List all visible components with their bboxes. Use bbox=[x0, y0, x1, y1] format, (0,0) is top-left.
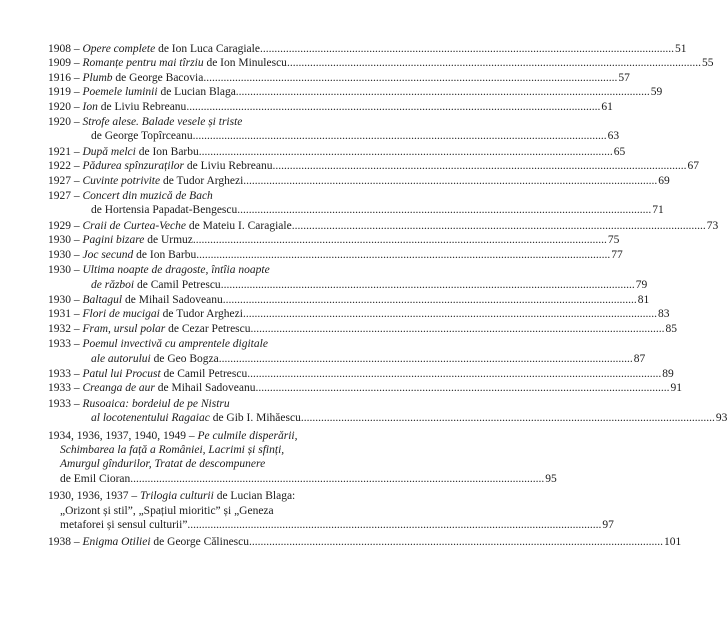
toc-year: 1930 – bbox=[48, 293, 80, 306]
toc-title: Strofe alese. Balade vesele și triste bbox=[82, 116, 243, 129]
leader-dots bbox=[260, 42, 674, 56]
page-number: 85 bbox=[665, 322, 678, 335]
page-number: 55 bbox=[701, 57, 714, 70]
toc-title: După melci bbox=[82, 145, 136, 158]
leader-dots bbox=[193, 129, 607, 143]
page-number: 93 bbox=[715, 412, 727, 425]
leader-dots bbox=[256, 381, 670, 395]
leader-dots bbox=[243, 174, 657, 188]
toc-title: Pagini bizare bbox=[82, 234, 145, 247]
table-of-contents bbox=[48, 42, 727, 550]
leader-dots bbox=[219, 352, 633, 366]
toc-title: Ultima noapte de dragoste, întîia noapte bbox=[82, 264, 270, 277]
toc-author: de Mihail Sadoveanu bbox=[122, 293, 223, 306]
toc-entry bbox=[48, 189, 664, 218]
toc-title: Trilogia culturii bbox=[140, 490, 214, 503]
toc-title: Patul lui Procust bbox=[82, 367, 161, 380]
toc-author: de Tudor Arghezi bbox=[160, 174, 244, 187]
toc-author: de George Topîrceanu bbox=[91, 130, 193, 143]
toc-title: Enigma Otiliei bbox=[82, 536, 151, 549]
toc-entry bbox=[48, 322, 678, 336]
leader-dots bbox=[247, 367, 661, 381]
toc-title: Poemele luminii bbox=[82, 86, 158, 99]
page-number: 67 bbox=[687, 160, 699, 173]
toc-year: 1927 – bbox=[48, 190, 80, 203]
leader-dots bbox=[237, 203, 651, 217]
toc-year: 1929 – bbox=[48, 219, 80, 232]
toc-author: de Tudor Arghezi bbox=[159, 308, 243, 321]
toc-title: Creanga de aur bbox=[82, 382, 155, 395]
toc-entry bbox=[48, 263, 648, 292]
toc-title: Romanțe pentru mai tîrziu bbox=[82, 57, 204, 70]
toc-year: 1921 – bbox=[48, 145, 80, 158]
leader-dots bbox=[203, 71, 617, 85]
toc-entry bbox=[48, 42, 687, 56]
leader-dots bbox=[251, 322, 665, 336]
leader-dots bbox=[287, 56, 701, 70]
toc-title: Poemul invectivă cu amprentele digitale bbox=[82, 338, 268, 351]
leader-dots bbox=[292, 219, 706, 233]
leader-dots bbox=[272, 159, 686, 173]
toc-author: de Camil Petrescu bbox=[160, 367, 248, 380]
toc-author: de Ion Barbu bbox=[133, 248, 197, 261]
toc-year: 1931 – bbox=[48, 308, 80, 321]
toc-author: „Orizont și stil”, „Spațiul mioritic” și „Geneza bbox=[60, 504, 274, 517]
toc-entry bbox=[48, 489, 614, 532]
leader-dots bbox=[236, 85, 650, 99]
toc-author: de Ion Minulescu bbox=[203, 57, 287, 70]
toc-year: 1933 – bbox=[48, 382, 80, 395]
leader-dots bbox=[187, 518, 601, 532]
page-number: 79 bbox=[635, 278, 648, 291]
toc-entry bbox=[48, 337, 646, 366]
toc-entry bbox=[48, 85, 663, 99]
toc-author: de Cezar Petrescu bbox=[165, 322, 251, 335]
toc-year: 1919 – bbox=[48, 86, 80, 99]
page-number: 51 bbox=[674, 43, 687, 55]
page-number: 73 bbox=[706, 219, 719, 232]
toc-year: 1934, 1936, 1937, 1940, 1949 – bbox=[48, 429, 195, 442]
toc-title: de război bbox=[91, 278, 135, 291]
toc-title: Joc secund bbox=[82, 248, 134, 261]
toc-year: 1933 – bbox=[48, 367, 80, 380]
toc-author: de Hortensia Papadat-Bengescu bbox=[91, 204, 238, 217]
toc-title: Plumb bbox=[82, 71, 113, 84]
page-number: 65 bbox=[613, 145, 626, 158]
page-number: 61 bbox=[601, 100, 613, 113]
toc-title: Concert din muzică de Bach bbox=[82, 190, 213, 203]
toc-year: 1938 – bbox=[48, 536, 80, 549]
toc-year: 1916 – bbox=[48, 71, 80, 84]
toc-title: Ion bbox=[82, 100, 98, 113]
toc-title: Pădurea spînzuraților bbox=[82, 160, 184, 173]
leader-dots bbox=[130, 472, 544, 486]
toc-title: Flori de mucigai bbox=[82, 308, 160, 321]
toc-entry bbox=[48, 100, 613, 114]
toc-title: al locotenentului Ragaiac bbox=[91, 412, 210, 425]
toc-author: de Urmuz bbox=[144, 234, 193, 247]
page-number: 69 bbox=[658, 174, 670, 187]
toc-author: de Mateiu I. Caragiale bbox=[185, 219, 292, 232]
toc-entry bbox=[48, 233, 620, 247]
page-number: 89 bbox=[662, 367, 674, 380]
leader-dots bbox=[221, 278, 635, 292]
toc-year: 1908 – bbox=[48, 43, 80, 55]
toc-entry bbox=[48, 71, 630, 85]
toc-author: metaforei și sensul culturii” bbox=[60, 519, 188, 531]
toc-author: de Camil Petrescu bbox=[134, 278, 221, 291]
toc-author: de George Călinescu bbox=[150, 536, 250, 549]
toc-entry bbox=[48, 397, 727, 426]
toc-entry bbox=[48, 293, 650, 307]
leader-dots bbox=[196, 248, 610, 262]
toc-author: de Ion Luca Caragiale bbox=[155, 43, 260, 55]
toc-title: Schimbarea la față a României, Lacrimi și sfinți, bbox=[60, 443, 285, 456]
toc-year: 1909 – bbox=[48, 57, 80, 70]
page-number: 63 bbox=[607, 130, 620, 143]
toc-year: 1932 – bbox=[48, 322, 80, 335]
toc-author: de Lucian Blaga bbox=[157, 86, 236, 99]
leader-dots bbox=[243, 307, 657, 321]
toc-entry bbox=[48, 367, 674, 381]
toc-year: 1933 – bbox=[48, 397, 80, 410]
toc-year: 1927 – bbox=[48, 174, 80, 187]
leader-dots bbox=[223, 293, 637, 307]
toc-author: de Geo Bogza bbox=[150, 352, 219, 365]
page-number: 57 bbox=[618, 71, 630, 84]
leader-dots bbox=[199, 145, 613, 159]
toc-entry bbox=[48, 535, 682, 549]
toc-year: 1930 – bbox=[48, 264, 80, 277]
toc-entry bbox=[48, 381, 683, 395]
leader-dots bbox=[249, 535, 663, 549]
toc-entry bbox=[48, 174, 670, 188]
page-number: 75 bbox=[607, 234, 620, 247]
toc-entry bbox=[48, 115, 620, 144]
page-number: 71 bbox=[652, 204, 664, 217]
toc-title: Baltagul bbox=[82, 293, 123, 306]
leader-dots bbox=[301, 411, 715, 425]
toc-entry bbox=[48, 145, 626, 159]
page-number: 101 bbox=[664, 536, 682, 549]
toc-entry bbox=[48, 159, 699, 173]
page-number: 77 bbox=[611, 248, 623, 261]
toc-year: 1920 – bbox=[48, 100, 80, 113]
toc-author: de Liviu Rebreanu bbox=[183, 160, 273, 173]
page-number: 59 bbox=[650, 86, 663, 99]
toc-year: 1930 – bbox=[48, 234, 80, 247]
toc-author: de Emil Cioran bbox=[60, 472, 131, 485]
toc-author: de George Bacovia bbox=[112, 71, 204, 84]
toc-year: 1922 – bbox=[48, 160, 80, 173]
page-number: 97 bbox=[602, 519, 614, 531]
toc-title: Rusoaica: bordeiul de pe Nistru bbox=[82, 397, 230, 410]
toc-year: 1930, 1936, 1937 – bbox=[48, 490, 138, 503]
toc-year: 1933 – bbox=[48, 338, 80, 351]
leader-dots bbox=[193, 233, 607, 247]
toc-title: Cuvinte potrivite bbox=[82, 174, 161, 187]
toc-author: de Liviu Rebreanu bbox=[97, 100, 187, 113]
toc-year: 1920 – bbox=[48, 116, 80, 129]
toc-title: Pe culmile disperării, bbox=[197, 429, 298, 442]
page-number: 87 bbox=[633, 352, 646, 365]
toc-entry bbox=[48, 307, 670, 321]
leader-dots bbox=[186, 100, 600, 114]
toc-author: de Lucian Blaga: bbox=[213, 490, 296, 503]
toc-title: Opere complete bbox=[82, 43, 156, 55]
page-number: 91 bbox=[670, 382, 683, 395]
toc-entry bbox=[48, 429, 557, 487]
toc-entry bbox=[48, 56, 714, 70]
toc-entry bbox=[48, 219, 719, 233]
toc-author: de Mihail Sadoveanu bbox=[154, 382, 256, 395]
page-number: 81 bbox=[637, 293, 650, 306]
toc-title: Craii de Curtea-Veche bbox=[82, 219, 186, 232]
page-number: 83 bbox=[657, 308, 670, 321]
toc-title: Fram, ursul polar bbox=[82, 322, 166, 335]
page-number: 95 bbox=[545, 472, 557, 485]
toc-title: ale autorului bbox=[91, 352, 151, 365]
toc-entry bbox=[48, 248, 623, 262]
toc-author: de Ion Barbu bbox=[135, 145, 199, 158]
toc-title: Amurgul gîndurilor, Tratat de descompunere bbox=[60, 458, 266, 471]
toc-year: 1930 – bbox=[48, 248, 80, 261]
toc-author: de Gib I. Mihăescu bbox=[209, 412, 301, 425]
